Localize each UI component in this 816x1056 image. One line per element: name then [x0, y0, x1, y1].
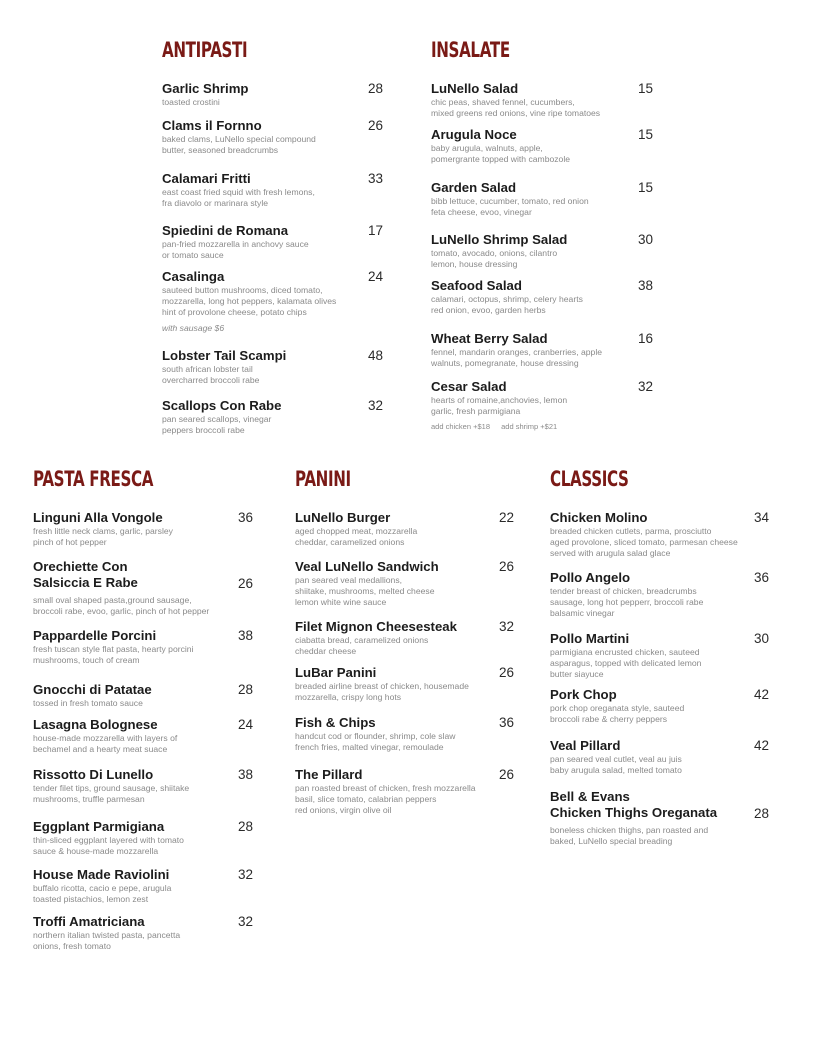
item-price: 26	[499, 559, 515, 574]
item-description-line: ciabatta bread, caramelized onions	[295, 635, 429, 645]
item-name: Garden Salad	[431, 180, 517, 195]
item-description-line: sauce & house-made mozzarella	[33, 846, 159, 856]
item-description-line: pan seared veal cutlet, veal au juis	[550, 754, 682, 764]
item-description-line: french fries, malted vinegar, remoulade	[295, 742, 444, 752]
item-description	[550, 526, 738, 559]
item-description-line: pinch of hot pepper	[33, 537, 107, 547]
menu-item	[295, 510, 515, 548]
menu-item	[550, 687, 770, 725]
item-description-line: red onion, evoo, garden herbs	[431, 305, 546, 315]
item-description	[295, 783, 476, 816]
item-description-line: hint of provolone cheese, potato chips	[162, 307, 307, 317]
item-description-line: pan-fried mozzarella in anchovy sauce	[162, 239, 309, 249]
item-description-line: feta cheese, evoo, vinegar	[431, 207, 532, 217]
item-description-line: chic peas, shaved fennel, cucumbers,	[431, 97, 575, 107]
menu-item	[295, 715, 515, 753]
item-price: 30	[638, 232, 654, 247]
item-description	[33, 930, 180, 952]
item-name: Pork Chop	[550, 687, 617, 702]
item-price: 48	[368, 348, 384, 363]
item-description-line: tossed in fresh tomato sauce	[33, 698, 143, 708]
item-price: 42	[754, 687, 770, 702]
item-description-line: aged provolone, sliced tomato, parmesan cheese	[550, 537, 738, 547]
item-description-line: sauteed button mushrooms, diced tomato,	[162, 285, 323, 295]
menu-item	[550, 510, 770, 559]
item-name: Garlic Shrimp	[162, 81, 249, 96]
section-title-insalate: INSALATE	[431, 38, 510, 62]
item-description-line: baby arugula salad, melted tomato	[550, 765, 682, 775]
item-price: 38	[238, 767, 254, 782]
item-name: Scallops Con Rabe	[162, 398, 282, 413]
item-description-line: sausage, long hot pepperr, broccoli rabe	[550, 597, 704, 607]
item-name: Pollo Martini	[550, 631, 630, 646]
item-description-line: lemon white wine sauce	[295, 597, 387, 607]
menu-item	[33, 767, 254, 805]
section-title-pasta-fresca: PASTA FRESCA	[33, 467, 154, 491]
item-description-line: breaded airline breast of chicken, housemade	[295, 681, 469, 691]
item-description	[295, 575, 439, 608]
item-price: 26	[499, 665, 515, 680]
item-note: with sausage $6	[162, 323, 225, 333]
section-panini	[295, 0, 525, 1056]
item-description-line: fresh little neck clams, garlic, parsley	[33, 526, 173, 536]
item-name: LuNello Salad	[431, 81, 519, 96]
item-description-line: asparagus, topped with delicated lemon	[550, 658, 702, 668]
item-description-line: northern italian twisted pasta, pancetta	[33, 930, 181, 940]
item-description	[33, 835, 184, 857]
item-name: The Pillard	[295, 767, 363, 782]
item-description	[295, 635, 457, 657]
item-description-line: cheddar cheese	[295, 646, 357, 656]
item-description-line: pan roasted breast of chicken, fresh mozzarella	[295, 783, 476, 793]
section-pasta-fresca	[33, 0, 263, 1056]
item-name: Gnocchi di Patatae	[33, 682, 152, 697]
item-description-line: onions, fresh tomato	[33, 941, 111, 951]
item-price: 38	[638, 278, 654, 293]
item-name: Salsiccia E Rabe	[33, 575, 138, 590]
item-name: Troffi Amatriciana	[33, 914, 145, 929]
menu-item	[33, 819, 254, 857]
item-name: Rissotto Di Lunello	[33, 767, 154, 782]
item-price: 17	[368, 223, 384, 238]
item-description-line: mushrooms, touch of cream	[33, 655, 140, 665]
item-price: 15	[638, 180, 654, 195]
item-description-line: overcharred broccoli rabe	[162, 375, 260, 385]
item-description-line: south african lobster tail	[162, 364, 253, 374]
item-description-line: toasted crostini	[162, 97, 220, 107]
item-name: LuNello Shrimp Salad	[431, 232, 568, 247]
item-description-line: pomergrante topped with cambozole	[431, 154, 571, 164]
menu-item	[550, 570, 770, 619]
item-name: Seafood Salad	[431, 278, 522, 293]
item-name: Veal Pillard	[550, 738, 621, 753]
item-description-line: butter siayuce	[550, 669, 604, 679]
menu-item	[33, 559, 254, 617]
addon-chicken: add chicken +$18	[431, 422, 491, 431]
section-title-antipasti: ANTIPASTI	[162, 38, 248, 62]
item-price: 24	[238, 717, 254, 732]
item-name: Filet Mignon Cheesesteak	[295, 619, 457, 634]
item-description-line: broccoli rabe & cherry peppers	[550, 714, 668, 724]
item-description	[550, 825, 717, 847]
item-description	[33, 783, 189, 805]
section-classics	[550, 0, 780, 1056]
item-description-line: balsamic vinegar	[550, 608, 615, 618]
item-name: Linguni Alla Vongole	[33, 510, 163, 525]
item-price: 34	[754, 510, 770, 525]
item-name: Arugula Noce	[431, 127, 517, 142]
item-name: Orechiette Con	[33, 559, 128, 574]
item-description-line: garlic, fresh parmigiana	[431, 406, 521, 416]
item-name: LuBar Panini	[295, 665, 377, 680]
item-name: Calamari Fritti	[162, 171, 251, 186]
item-price: 26	[499, 767, 515, 782]
item-description	[33, 698, 152, 709]
item-price: 15	[638, 81, 654, 96]
item-name: Chicken Thighs Oreganata	[550, 805, 718, 820]
item-description-line: toasted pistachios, lemon zest	[33, 894, 149, 904]
menu-item	[33, 717, 254, 755]
item-description-line: tomato, avocado, onions, cilantro	[431, 248, 558, 258]
item-price: 32	[238, 867, 254, 882]
item-name: Lobster Tail Scampi	[162, 348, 287, 363]
item-price: 28	[238, 819, 254, 834]
item-price: 32	[499, 619, 515, 634]
item-price: 24	[368, 269, 384, 284]
item-name: Eggplant Parmigiana	[33, 819, 165, 834]
item-description-line: butter, seasoned breadcrumbs	[162, 145, 279, 155]
item-description-line: boneless chicken thighs, pan roasted and	[550, 825, 709, 835]
menu-item	[295, 767, 515, 816]
item-description	[550, 647, 701, 680]
item-price: 15	[638, 127, 654, 142]
item-description-line: baby arugula, walnuts, apple,	[431, 143, 543, 153]
item-description-line: lemon, house dressing	[431, 259, 518, 269]
item-price: 22	[499, 510, 515, 525]
item-name: Veal LuNello Sandwich	[295, 559, 439, 574]
item-description-line: parmigiana encrusted chicken, sauteed	[550, 647, 700, 657]
item-description-line: mozzarella, long hot peppers, kalamata olives	[162, 296, 337, 306]
menu-item	[295, 619, 515, 657]
item-description	[550, 703, 684, 725]
item-description-line: house-made mozzarella with layers of	[33, 733, 178, 743]
item-price: 36	[754, 570, 770, 585]
item-description-line: broccoli rabe, evoo, garlic, pinch of hot pepper	[33, 606, 210, 616]
item-description-line: bibb lettuce, cucumber, tomato, red onion	[431, 196, 589, 206]
item-description-line: peppers broccoli rabe	[162, 425, 245, 435]
menu-item	[33, 510, 254, 548]
menu-item	[33, 682, 254, 709]
item-name: Chicken Molino	[550, 510, 648, 525]
item-description-line: red onions, virgin olive oil	[295, 805, 392, 815]
item-description-line: basil, slice tomato, calabrian peppers	[295, 794, 437, 804]
item-description-line: cheddar, caramelized onions	[295, 537, 405, 547]
item-name: Fish & Chips	[295, 715, 376, 730]
menu-item	[295, 665, 515, 703]
item-description-line: tender breast of chicken, breadcrumbs	[550, 586, 697, 596]
item-description-line: handcut cod or flounder, shrimp, cole slaw	[295, 731, 456, 741]
item-description-line: mozzarella, crispy long hots	[295, 692, 402, 702]
item-description	[33, 595, 209, 617]
item-description-line: thin-sliced eggplant layered with tomato	[33, 835, 184, 845]
item-description-line: breaded chicken cutlets, parma, prosciutto	[550, 526, 712, 536]
item-price: 33	[368, 171, 384, 186]
item-price: 36	[238, 510, 254, 525]
item-name: Cesar Salad	[431, 379, 507, 394]
item-price: 32	[368, 398, 384, 413]
item-description-line: small oval shaped pasta,ground sausage,	[33, 595, 192, 605]
item-description-line: served with arugula salad glace	[550, 548, 671, 558]
item-price: 26	[238, 576, 254, 591]
item-description	[33, 733, 177, 755]
item-description-line: calamari, octopus, shrimp, celery hearts	[431, 294, 583, 304]
item-description-line: mixed greens red onions, vine ripe tomatoes	[431, 108, 601, 118]
item-name: Pollo Angelo	[550, 570, 631, 585]
menu-item	[33, 914, 254, 952]
item-description-line: baked, LuNello special breading	[550, 836, 673, 846]
item-description	[295, 526, 417, 548]
item-description	[33, 644, 194, 666]
item-description-line: baked clams, LuNello special compound	[162, 134, 316, 144]
item-description-line: aged chopped meat, mozzarella	[295, 526, 418, 536]
item-price: 28	[368, 81, 384, 96]
menu-item	[33, 628, 254, 666]
item-description-line: hearts of romaine,anchovies, lemon	[431, 395, 568, 405]
item-name: Clams il Fornno	[162, 118, 262, 133]
item-name: Spiedini de Romana	[162, 223, 289, 238]
menu-item	[550, 789, 770, 847]
menu-item	[550, 738, 770, 776]
item-description-line: tender filet tips, ground sausage, shiitake	[33, 783, 190, 793]
item-price: 32	[238, 914, 254, 929]
item-description-line: shiitake, mushrooms, melted cheese	[295, 586, 435, 596]
item-description	[295, 731, 456, 753]
item-price: 42	[754, 738, 770, 753]
item-description-line: bechamel and a hearty meat suace	[33, 744, 168, 754]
item-price: 26	[368, 118, 384, 133]
item-description-line: or tomato sauce	[162, 250, 224, 260]
item-description	[33, 526, 173, 548]
item-price: 38	[238, 628, 254, 643]
item-price: 28	[238, 682, 254, 697]
item-description-line: pan seared scallops, vinegar	[162, 414, 272, 424]
item-description	[33, 883, 171, 905]
item-description-line: fennel, mandarin oranges, cranberries, apple	[431, 347, 603, 357]
item-name: Bell & Evans	[550, 789, 630, 804]
item-price: 32	[638, 379, 654, 394]
menu-item	[550, 631, 770, 680]
item-description	[550, 754, 682, 776]
item-description-line: buffalo ricotta, cacio e pepe, arugula	[33, 883, 172, 893]
item-description-line: east coast fried squid with fresh lemons,	[162, 187, 315, 197]
item-name: LuNello Burger	[295, 510, 391, 525]
menu-item	[33, 867, 254, 905]
item-description-line: pan seared veal medallions,	[295, 575, 403, 585]
item-price: 30	[754, 631, 770, 646]
item-description-line: mushrooms, truffle parmesan	[33, 794, 145, 804]
item-description-line: walnuts, pomegranate, house dressing	[431, 358, 579, 368]
item-price: 16	[638, 331, 654, 346]
item-name: Pappardelle Porcini	[33, 628, 157, 643]
menu-item	[295, 559, 515, 608]
item-name: Wheat Berry Salad	[431, 331, 548, 346]
item-price: 36	[499, 715, 515, 730]
item-description	[295, 681, 469, 703]
section-title-panini: PANINI	[295, 467, 351, 491]
item-price: 28	[754, 806, 770, 821]
item-name: Lasagna Bolognese	[33, 717, 158, 732]
item-description-line: fresh tuscan style flat pasta, hearty porcini	[33, 644, 194, 654]
item-description-line: pork chop oreganata style, sauteed	[550, 703, 685, 713]
item-name: House Made Raviolini	[33, 867, 170, 882]
item-name: Casalinga	[162, 269, 225, 284]
item-description-line: fra diavolo or marinara style	[162, 198, 269, 208]
addon-shrimp: add shrimp +$21	[501, 422, 558, 431]
section-title-classics: CLASSICS	[550, 467, 629, 491]
item-description	[550, 586, 703, 619]
